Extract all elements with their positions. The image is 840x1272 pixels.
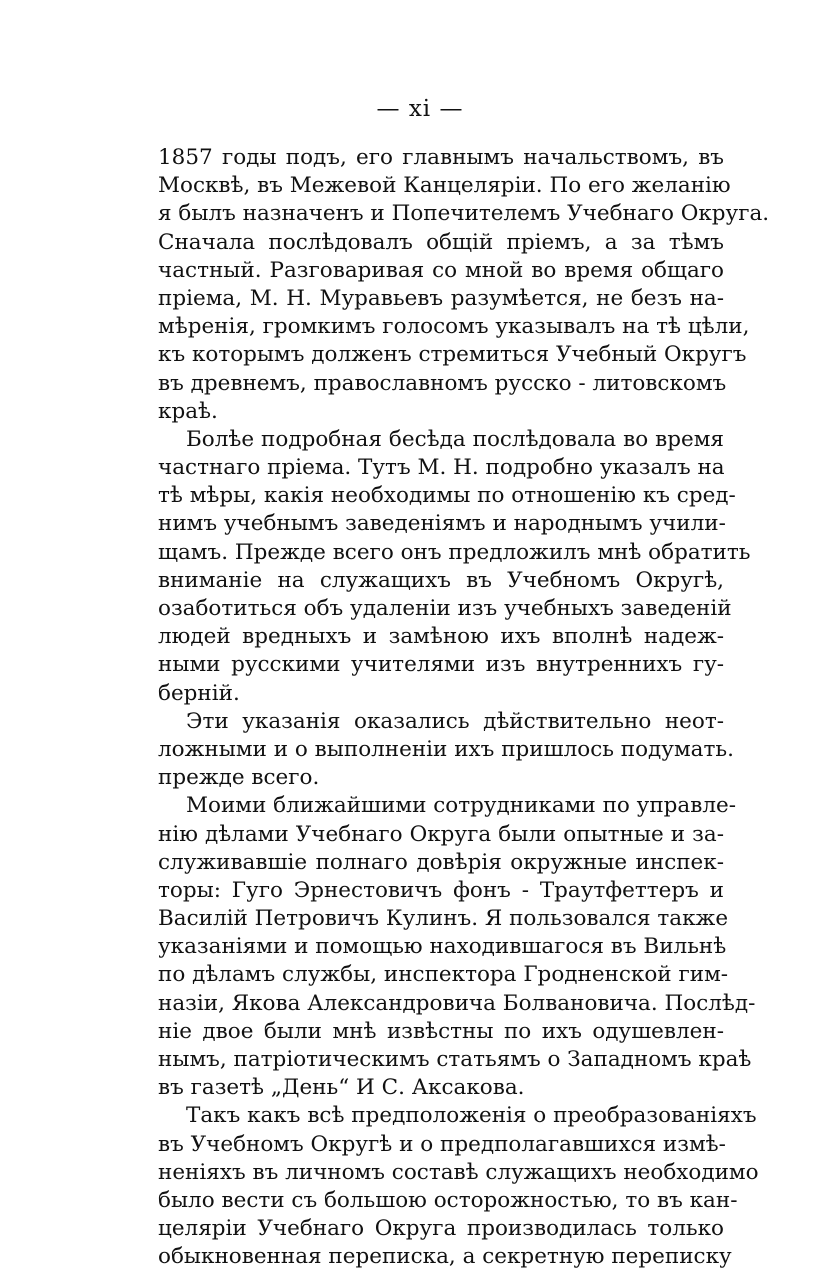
text-line: частнаго пріема. Тутъ М. Н. подробно указалъ на	[158, 455, 725, 481]
text-line: служивавшіе полнаго довѣрія окружные инспек-	[158, 849, 724, 875]
text-line: Моими ближайшими сотрудниками по управле-	[186, 793, 736, 819]
text-line: Сначала послѣдовалъ общій пріемъ, а за тѣмъ	[158, 229, 724, 255]
text-line: 1857 годы подъ, его главнымъ начальствомъ, въ	[158, 145, 724, 170]
text-line: берній.	[158, 680, 240, 706]
page-number: — xi —	[376, 96, 464, 122]
text-line: я былъ назначенъ и Попечителемъ Учебнаго Округа.	[158, 201, 770, 227]
text-line: нію дѣлами Учебнаго Округа были опытные и за-	[158, 821, 724, 847]
text-line: целяріи Учебнаго Округа производилась только	[158, 1216, 724, 1242]
text-line: Василій Петровичъ Кулинъ. Я пользовался также	[158, 906, 729, 932]
text-line: къ которымъ долженъ стремиться Учебный Округъ	[158, 342, 747, 368]
text-line: было вести съ большою осторожностью, то въ кан-	[158, 1187, 738, 1213]
text-line: въ Учебномъ Округѣ и о предполагавшихся измѣ-	[158, 1131, 726, 1157]
text-line: въ газетѣ „День“ И С. Аксакова.	[158, 1075, 525, 1101]
text-line: Болѣе подробная бесѣда послѣдовала во время	[186, 426, 724, 452]
text-line: по дѣламъ службы, инспектора Гродненской гим-	[158, 962, 729, 988]
text-line: щамъ. Прежде всего онъ предложилъ мнѣ обратить	[158, 539, 751, 565]
text-line: вниманіе на служащихъ въ Учебномъ Округѣ,	[158, 567, 724, 593]
text-line: тѣ мѣры, какія необходимы по отношенію къ сред-	[158, 483, 736, 509]
text-line: Москвѣ, въ Межевой Канцеляріи. По его желанію	[158, 173, 731, 199]
text-line: пріема, М. Н. Муравьевъ разумѣется, не безъ на-	[158, 285, 724, 311]
text-line: частный. Разговаривая со мной во время общаго	[158, 257, 724, 283]
text-line: мѣренія, громкимъ голосомъ указывалъ на тѣ цѣли,	[158, 314, 750, 340]
text-line: Эти указанія оказались дѣйствительно неот-	[186, 708, 724, 734]
text-line: обыкновенная переписка, а секретную переписку	[158, 1244, 732, 1270]
text-line: людей вредныхъ и замѣною ихъ вполнѣ надеж-	[158, 624, 724, 650]
text-line: озаботиться объ удаленіи изъ учебныхъ заведеній	[158, 596, 732, 621]
text-line: въ древнемъ, православномъ русско - литовскомъ	[158, 370, 727, 396]
text-line: ніе двое были мнѣ извѣстны по ихъ одушевлен-	[158, 1018, 724, 1044]
text-line: назіи, Якова Александровича Болвановича. Послѣд-	[158, 990, 756, 1016]
text-line: краѣ.	[158, 398, 218, 424]
text-line: Такъ какъ всѣ предположенія о преобразованіяхъ	[186, 1103, 757, 1129]
text-line: неніяхъ въ личномъ составѣ служащихъ необходимо	[158, 1159, 759, 1185]
text-line: ложными и о выполненіи ихъ пришлось подумать.	[158, 736, 734, 762]
text-line: нимъ учебнымъ заведеніямъ и народнымъ учили-	[158, 511, 726, 537]
body-text	[158, 144, 770, 1272]
text-line: торы: Гуго Эрнестовичъ фонъ - Траутфеттеръ и	[158, 877, 724, 903]
text-line: прежде всего.	[158, 765, 320, 791]
text-line: указаніями и помощью находившагося въ Вильнѣ	[158, 934, 727, 960]
text-line: нымъ, патріотическимъ статьямъ о Западномъ краѣ	[158, 1047, 752, 1072]
text-line: ными русскими учителями изъ внутреннихъ гу-	[158, 652, 724, 678]
